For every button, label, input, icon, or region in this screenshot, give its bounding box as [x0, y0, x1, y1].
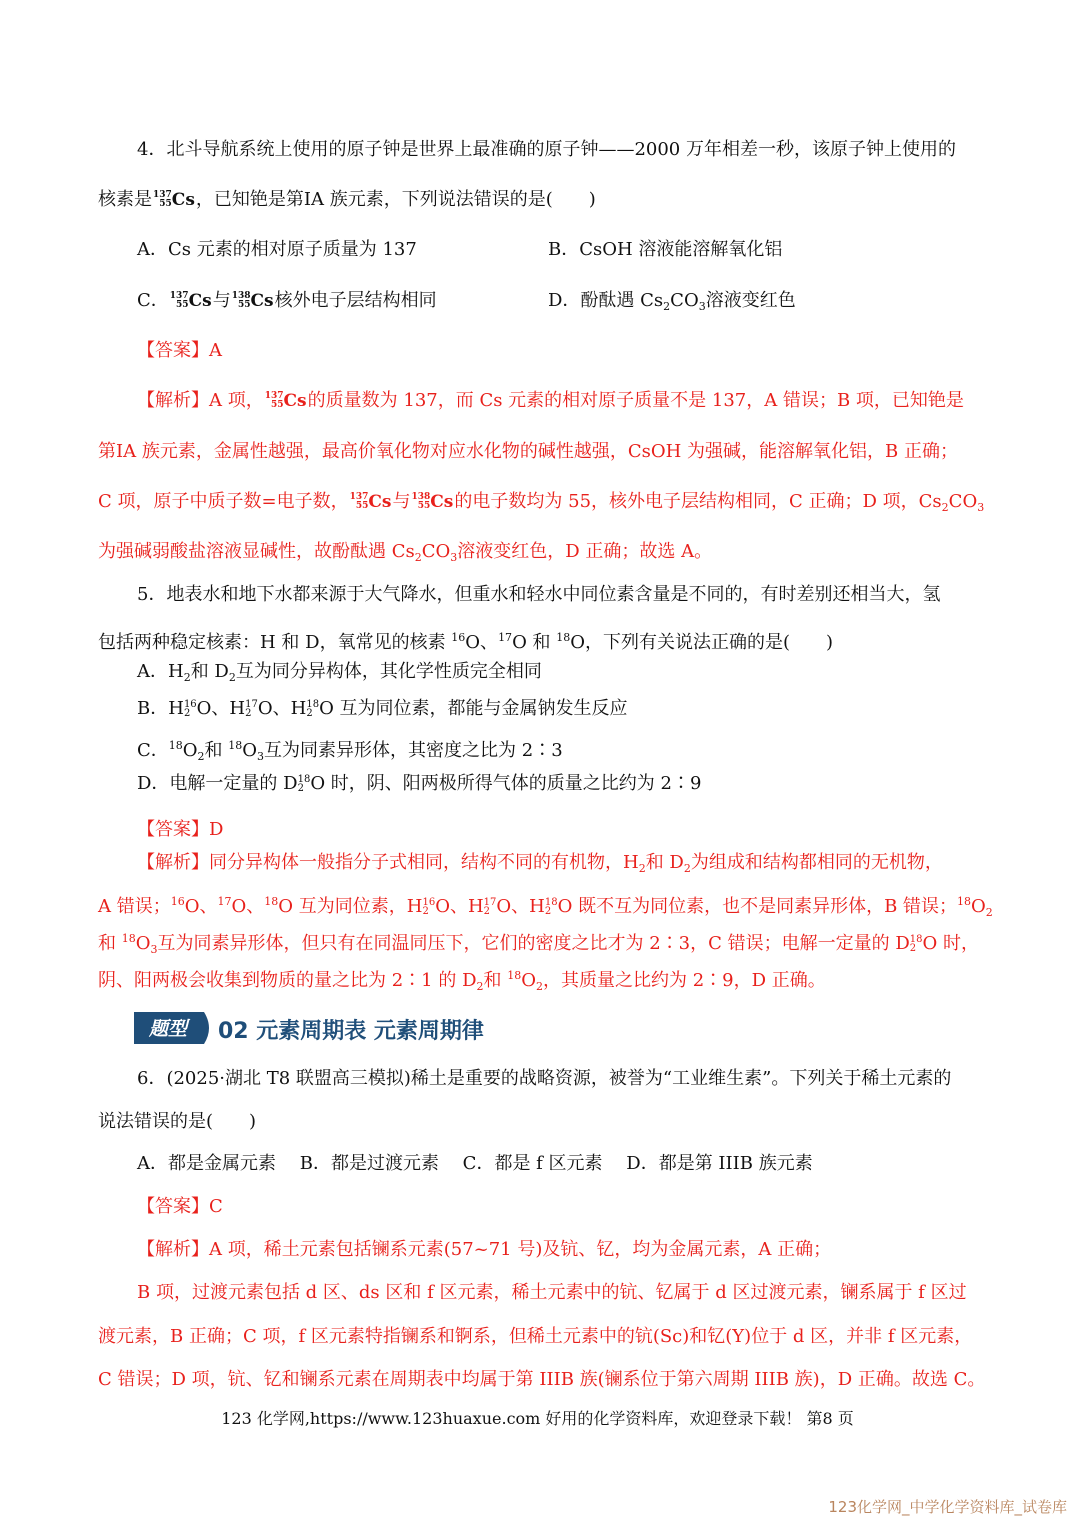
q4-option-a: A．Cs 元素的相对原子质量为 137: [137, 239, 417, 260]
q6-explanation-line2: B 项，过渡元素包括 d 区、ds 区和 f 区元素，稀土元素中的钪、钇属于 d 区过渡元素，镧系属于 f 区过: [137, 1282, 967, 1303]
watermark: 123化学网_中学化学资料库_试卷库: [828, 1498, 1067, 1516]
q5-explanation-line2: A 错误；$^{16}$O、$^{17}$O、$^{18}$O 互为同位素，H16 2 O、H17 2 O、H18 2 O 既不互为同位素，也不是同素异形体，B 错误；$^{18}O_2$: [98, 895, 993, 919]
q5-explanation-line1: 【解析】同分异构体一般指分子式相同，结构不同的有机物，$H_2$和 $D_2$为组成和结构都相同的无机物，: [137, 852, 943, 875]
q6-options: A．都是金属元素 B．都是过渡元素 C．都是 f 区元素 D．都是第 IIIB 族元素: [137, 1153, 813, 1174]
q4-explanation-line2: 第IA 族元素，金属性越强，最高价氧化物对应水化物的碱性越强，CsOH 为强碱，能溶解氧化铝，B 正确；: [98, 441, 958, 462]
q5-option-b: B．H16 2 O、H17 2 O、H18 2 O 互为同位素，都能与金属钠发生反应: [137, 698, 628, 719]
nuclide-cs137: 137 55Cs: [153, 190, 195, 210]
q6-answer: 【答案】C: [137, 1196, 223, 1217]
q6-stem-line1: 6．(2025·湖北 T8 联盟高三模拟)稀土是重要的战略资源，被誉为“工业维生素”。下列关于稀土元素的: [137, 1068, 952, 1089]
section-title: 02 元素周期表 元素周期律: [218, 1019, 484, 1044]
text: 核素是: [98, 189, 152, 210]
q6-stem-line2: 说法错误的是( ): [98, 1111, 257, 1132]
q4-option-b: B．CsOH 溶液能溶解氧化铝: [548, 239, 783, 260]
page-footer: 123 化学网,https://www.123huaxue.com 好用的化学资料库，欢迎登录下载！ 第8 页: [221, 1409, 854, 1428]
q6-explanation-line4: C 错误；D 项，钪、钇和镧系元素在周期表中均属于第 IIIB 族(镧系位于第六周期 IIIB 族)，D 正确。故选 C。: [98, 1369, 986, 1390]
q5-explanation-line4: 阴、阳两极会收集到物质的量之比为 2∶1 的 $D_2$和 $^{18}O_2$，其质量之比约为 2∶9，D 正确。: [98, 969, 826, 993]
q4-explanation-line4: 为强碱弱酸盐溶液显碱性，故酚酞遇 $Cs_2CO_3$溶液变红色，D 正确；故选 A。: [98, 541, 713, 564]
section-badge: [134, 1012, 214, 1044]
q6-explanation-line3: 渡元素，B 正确；C 项，f 区元素特指镧系和锕系，但稀土元素中的钪(Sc)和钇(Y)位于 d 区，并非 f 区元素，: [98, 1326, 973, 1347]
text: ，已知铯是第IA 族元素，下列说法错误的是( ): [195, 189, 596, 210]
q5-stem-line2: 包括两种稳定核素：H 和 D，氧常见的核素 $^{16}$O、$^{17}$O 和 $^{18}$O，下列有关说法正确的是( ): [98, 631, 834, 653]
nuclide-cs137: 137 55Cs: [169, 291, 212, 311]
q4-option-c: C．137 55Cs与138 55Cs核外电子层结构相同: [137, 290, 437, 311]
q4-answer: 【答案】A: [137, 340, 222, 361]
q4-stem-line2: [98, 188, 596, 212]
q5-option-d: D．电解一定量的 D18 2 O 时，阴、阳两极所得气体的质量之比约为 2∶9: [137, 773, 702, 794]
q4-stem-line1: 4．北斗导航系统上使用的原子钟是世界上最准确的原子钟——2000 万年相差一秒，该原子钟上使用的: [137, 139, 956, 160]
q5-answer: 【答案】D: [137, 819, 224, 840]
q5-option-c: C．$^{18}O_2$和 $^{18}O_3$互为同素异形体，其密度之比为 2∶3: [137, 739, 563, 763]
q5-stem-line1: 5．地表水和地下水都来源于大气降水，但重水和轻水中同位素含量是不同的，有时差别还相当大，氢: [137, 584, 941, 605]
q6-explanation-line1: 【解析】A 项，稀土元素包括镧系元素(57~71 号)及钪、钇，均为金属元素，A 正确；: [137, 1239, 832, 1260]
q5-explanation-line3: 和 $^{18}O_3$互为同素异形体，但只有在同温同压下，它们的密度之比才为 2∶3，C 错误；电解一定量的 D18 2 O 时，: [98, 932, 979, 956]
q5-option-a: A．$H_2$和 $D_2$互为同分异构体，其化学性质完全相同: [137, 661, 542, 684]
q4-explanation-line3: C 项，原子中质子数=电子数，137 55Cs与138 55Cs的电子数均为 55，核外电子层结构相同，C 正确；D 项，$Cs_2CO_3$: [98, 491, 985, 514]
q4-explanation-line1: 【解析】A 项，137 55Cs的质量数为 137，而 Cs 元素的相对原子质量不是 137，A 错误；B 项，已知铯是: [137, 390, 964, 411]
q4-option-d: D．酚酞遇 $Cs_2CO_3$溶液变红色: [548, 290, 796, 313]
nuclide-cs138: 138 55Cs: [231, 291, 274, 311]
section-badge-text: 题型: [148, 1018, 188, 1040]
